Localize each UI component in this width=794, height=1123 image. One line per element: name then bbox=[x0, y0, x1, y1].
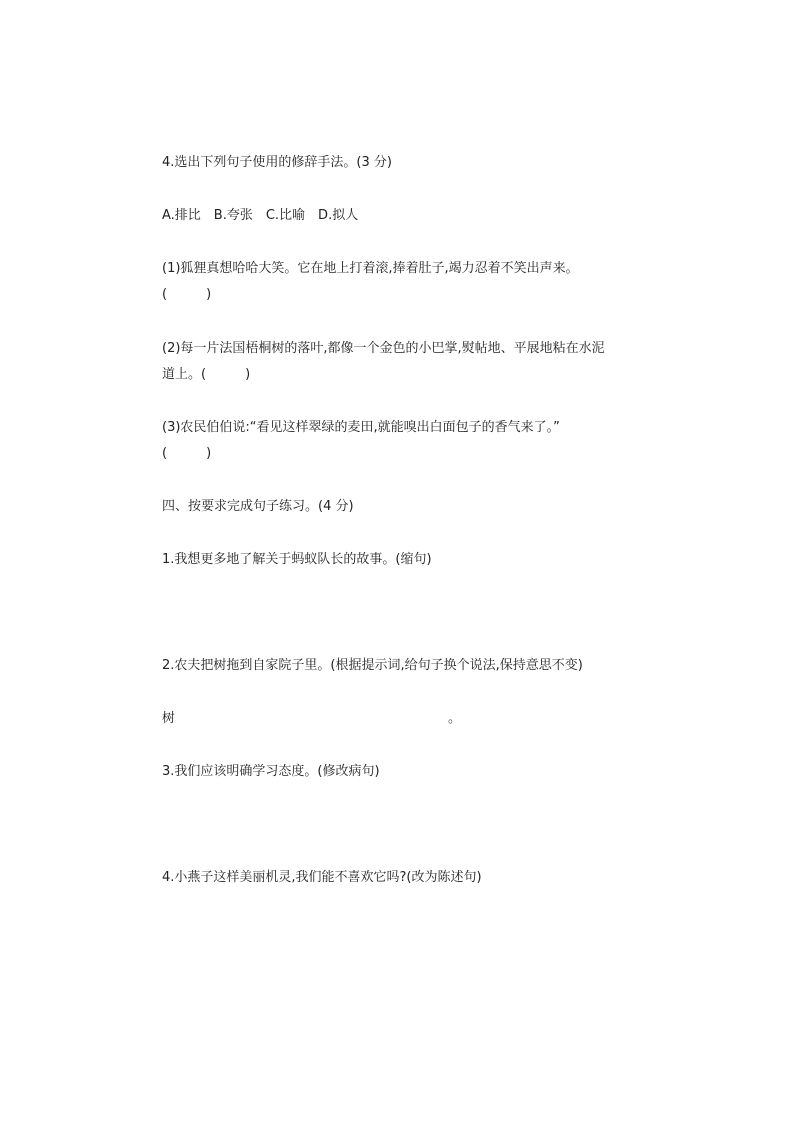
section4-q4: 4.小燕子这样美丽机灵,我们能不喜欢它吗?(改为陈述句) bbox=[162, 870, 482, 885]
q4-item-1-line1: (1)狐狸真想哈哈大笑。它在地上打着滚,捧着肚子,竭力忍着不笑出声来。 bbox=[162, 261, 579, 276]
q4-item-2-line1: (2)每一片法国梧桐树的落叶,都像一个金色的小巴掌,熨帖地、平展地粘在水泥 bbox=[162, 341, 605, 356]
section4-q2-answer-line[interactable] bbox=[162, 711, 462, 727]
q4-title: 4.选出下列句子使用的修辞手法。(3 分) bbox=[162, 155, 392, 170]
section4-heading: 四、按要求完成句子练习。(4 分) bbox=[162, 499, 354, 514]
q4-item-3-answer-blank[interactable]: ( ) bbox=[162, 446, 212, 461]
q4-item-2-line2[interactable]: 道上。( ) bbox=[162, 367, 251, 382]
section4-q2: 2.农夫把树拖到自家院子里。(根据提示词,给句子换个说法,保持意思不变) bbox=[162, 658, 583, 673]
section4-q1: 1.我想更多地了解关于蚂蚁队长的故事。(缩句) bbox=[162, 552, 432, 567]
q2-answer-suffix: 。 bbox=[448, 711, 462, 726]
q4-item-1-answer-blank[interactable]: ( ) bbox=[162, 287, 212, 302]
q4-options: A.排比 B.夸张 C.比喻 D.拟人 bbox=[162, 208, 359, 223]
q2-answer-prefix: 树 bbox=[162, 711, 176, 726]
q4-item-3-line1: (3)农民伯伯说:“看见这样翠绿的麦田,就能嗅出白面包子的香气来了。” bbox=[162, 420, 560, 435]
section4-q3: 3.我们应该明确学习态度。(修改病句) bbox=[162, 764, 380, 779]
